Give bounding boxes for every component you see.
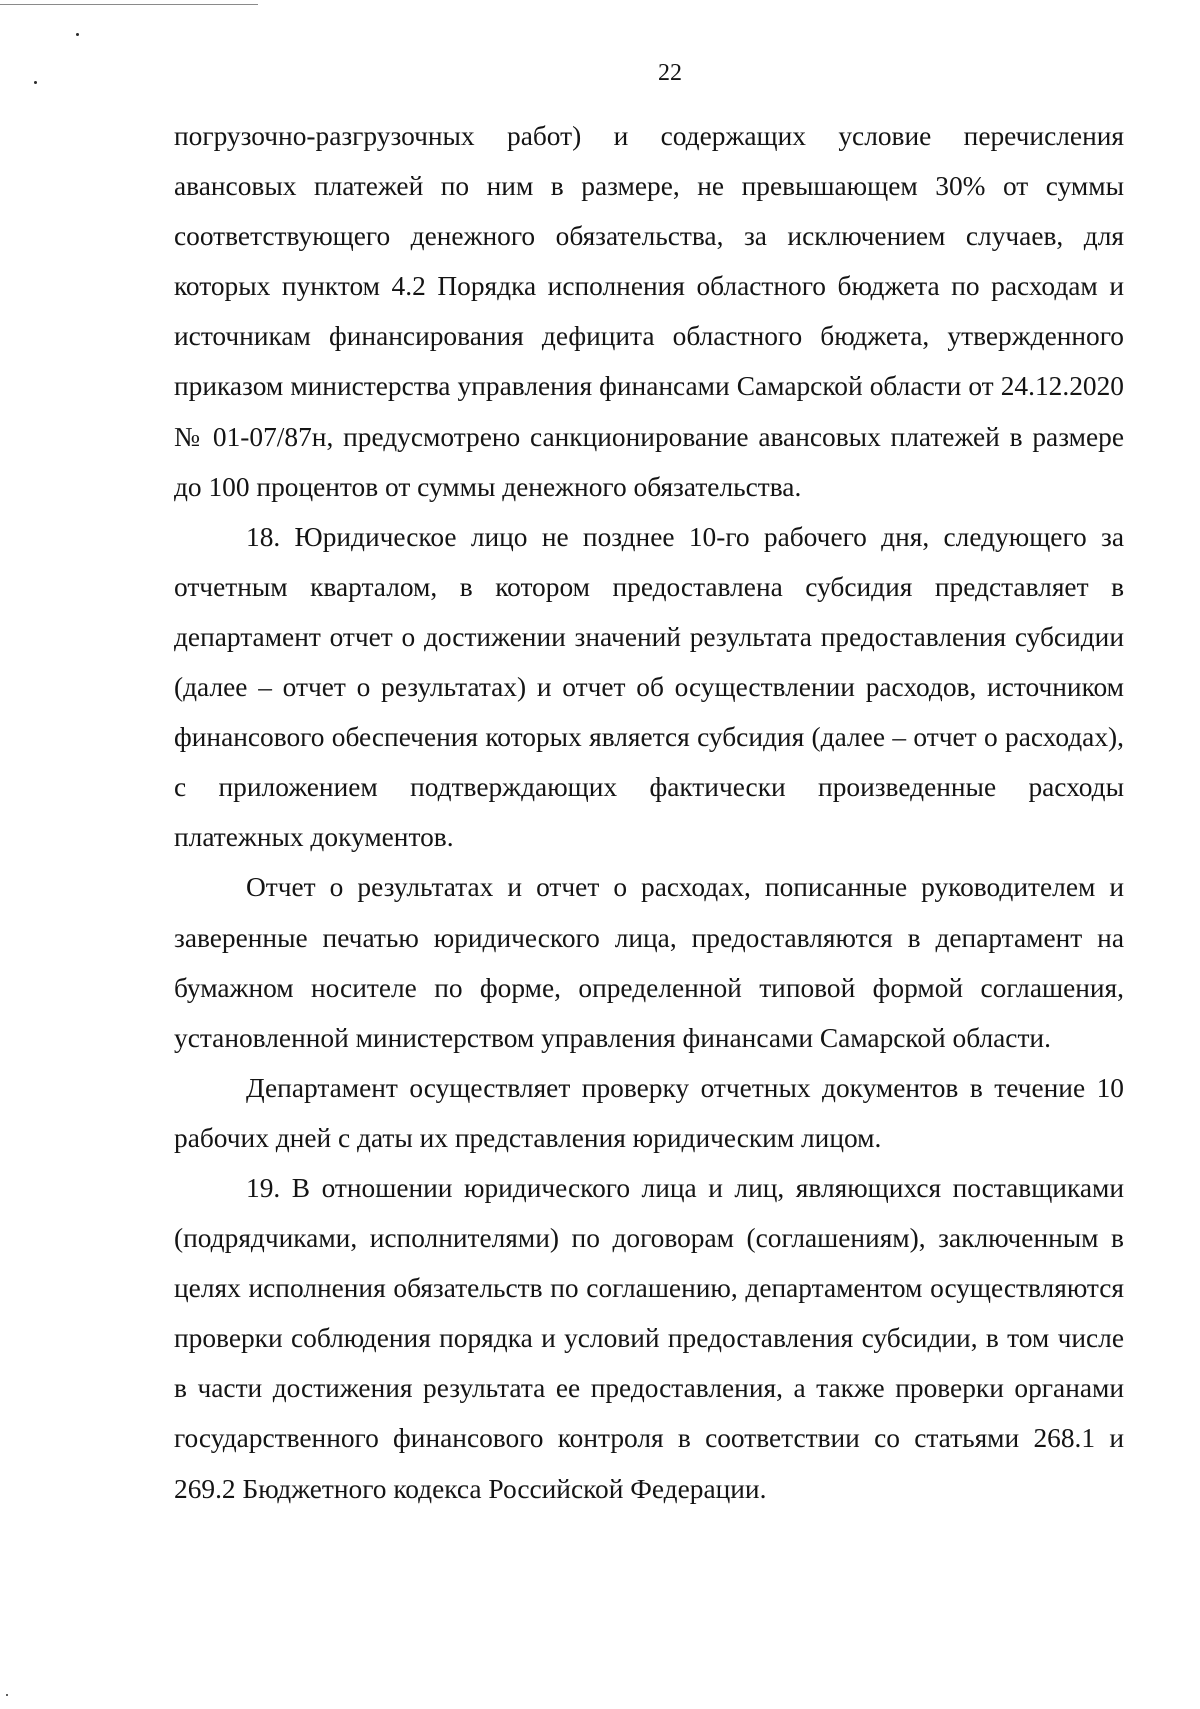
scan-speck	[6, 1694, 8, 1696]
document-body	[174, 111, 1124, 1514]
paragraph-continuation: погрузочно-разгрузочных работ) и содержащих условие перечисления авансовых платежей по ним в размере, не превышающем 30% от суммы соответствующего денежного обязательства, за исключением случаев, для которых пунктом 4.2 Порядка исполнения областного бюджета по расходам и источникам финансирования дефицита областного бюджета, утвержденного приказом министерства управления финансами Самарской области от 24.12.2020 № 01-07/87н, предусмотрено санкционирование авансовых платежей в размере до 100 процентов от суммы денежного обязательства.	[174, 121, 1124, 502]
paragraph-report-review: Департамент осуществляет проверку отчетных документов в течение 10 рабочих дней с даты их представления юридическим лицом.	[174, 1072, 1124, 1153]
page-number: 22	[658, 60, 682, 86]
scan-speck	[76, 33, 79, 36]
paragraph-report-submission: Отчет о результатах и отчет о расходах, пописанные руководителем и заверенные печатью юридического лица, предоставляются в департамент на бумажном носителе по форме, определенной типовой формой соглашения, установленной министерством управления финансами Самарской области.	[174, 872, 1124, 1053]
scan-edge-line	[0, 4, 258, 5]
paragraph-item-19: 19. В отношении юридического лица и лиц, являющихся поставщиками (подрядчиками, исполнителями) по договорам (соглашениям), заключенным в целях исполнения обязательств по соглашению, департаментом осуществляются проверки соблюдения порядка и условий предоставления субсидии, в том числе в части достижения результата ее предоставления, а также проверки органами государственного финансового контроля в соответствии со статьями 268.1 и 269.2 Бюджетного кодекса Российской Федерации.	[174, 1172, 1124, 1504]
paragraph-item-18: 18. Юридическое лицо не позднее 10-го рабочего дня, следующего за отчетным кварталом, в котором предоставлена субсидия представляет в департамент отчет о достижении значений результата предоставления субсидии (далее – отчет о результатах) и отчет об осуществлении расходов, источником финансового обеспечения которых является субсидия (далее – отчет о расходах), с приложением подтверждающих фактически произведенные расходы платежных документов.	[174, 521, 1124, 853]
